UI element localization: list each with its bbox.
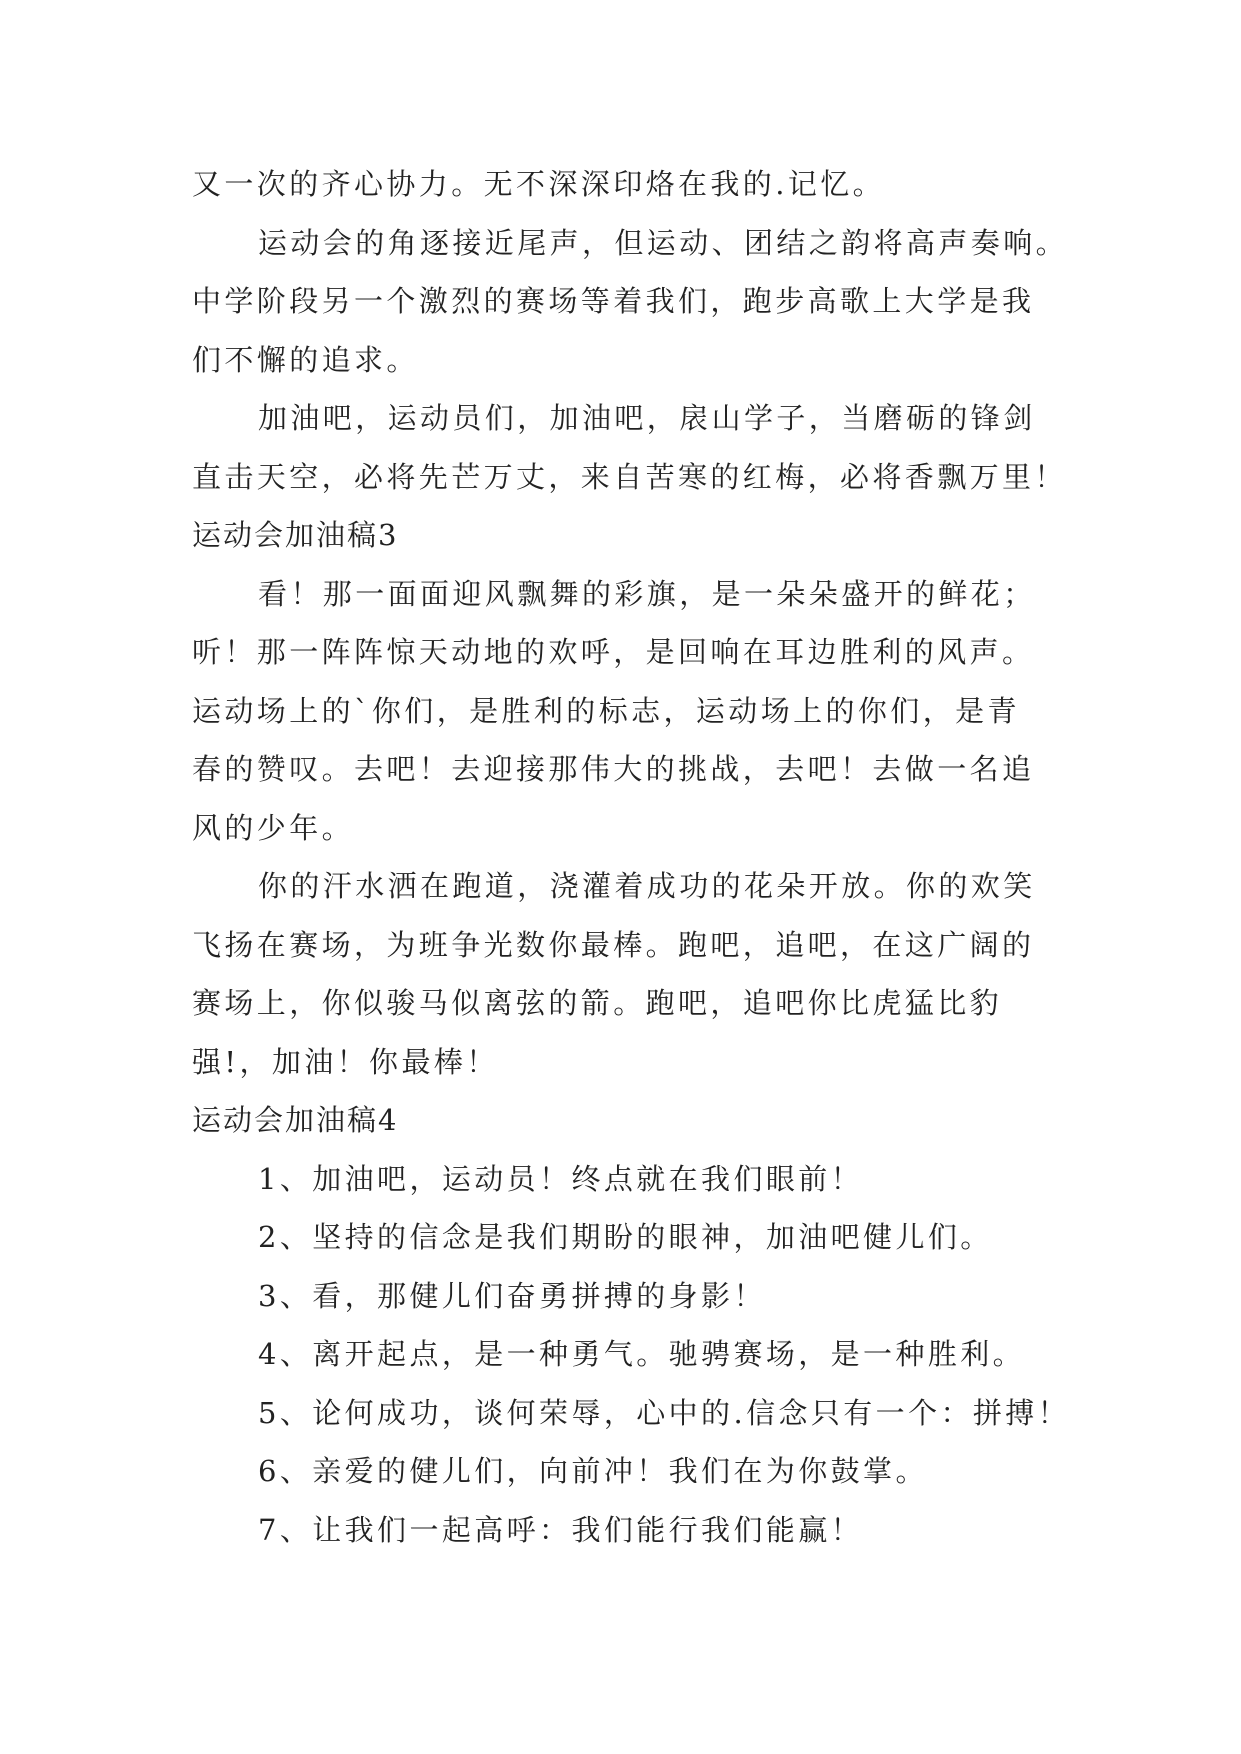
text-line: 春的赞叹。去吧！去迎接那伟大的挑战，去吧！去做一名追 [192,752,1035,786]
text-line: 强!，加油！你最棒！ [192,1044,499,1079]
text-line: 赛场上，你似骏马似离弦的箭。跑吧，追吧你比虎猛比豹 [192,986,1003,1020]
section-heading: 运动会加油稿4 [192,1103,399,1137]
document-page [192,155,1092,1559]
text-line: 中学阶段另一个激烈的赛场等着我们，跑步高歌上大学是我 [192,284,1035,318]
text-line: 飞扬在赛场，为班争光数你最棒。跑吧，追吧，在这广阔的 [192,927,1035,962]
text-line: 又一次的齐心协力。无不深深印烙在我的.记忆。 [192,167,886,201]
list-item: 6、亲爱的健儿们，向前冲！我们在为你鼓掌。 [258,1454,928,1488]
list-item: 3、看，那健儿们奋勇拼搏的身影！ [258,1278,766,1313]
list-item: 4、离开起点，是一种勇气。驰骋赛场，是一种胜利。 [258,1337,1026,1371]
text-line: 们不懈的追求。 [192,342,419,377]
text-line: 运动会的角逐接近尾声，但运动、团结之韵将高声奏响。 [258,225,1069,260]
text-line: 你的汗水洒在跑道，浇灌着成功的花朵开放。你的欢笑 [258,869,1036,903]
text-line: 运动场上的`你们，是胜利的标志，运动场上的你们，是青 [192,693,1020,728]
section-heading: 运动会加油稿3 [192,518,399,552]
text-line: 听！那一阵阵惊天动地的欢呼，是回响在耳边胜利的风声。 [192,635,1035,669]
list-item: 1、加油吧，运动员！终点就在我们眼前！ [258,1161,864,1196]
text-line: 加油吧，运动员们，加油吧，扆山学子，当磨砺的锋剑 [258,401,1036,435]
text-line: 看！那一面面迎风飘舞的彩旗，是一朵朵盛开的鲜花； [258,576,1036,611]
list-item: 2、坚持的信念是我们期盼的眼神，加油吧健儿们。 [258,1220,993,1254]
text-line: 风的少年。 [192,810,355,845]
list-item: 5、论何成功，谈何荣辱，心中的.信念只有一个：拼搏！ [258,1395,1071,1430]
list-item: 7、让我们一起高呼：我们能行我们能赢！ [258,1512,864,1547]
text-line: 直击天空，必将先芒万丈，来自苦寒的红梅，必将香飘万里！ [192,459,1067,494]
